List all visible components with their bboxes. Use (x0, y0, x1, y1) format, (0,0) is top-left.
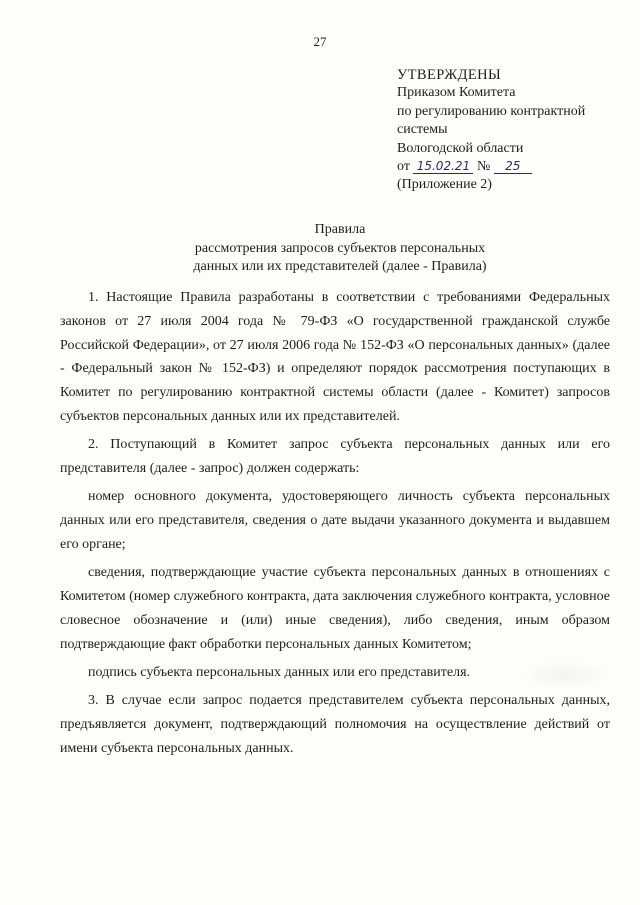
approval-line: Приказом Комитета (397, 85, 516, 101)
paragraph-1: 1. Настоящие Правила разработаны в соответствии с требованиями Федеральных законов от 27 июля 2004 года № 79-ФЗ «О государственной гражданской службе Российской Федерации», от 27 июля 2006 года № 152-ФЗ «О персональных данных» (далее - Федеральный закон № 152-ФЗ) и определяют порядок рассмотрения поступающих в Комитет по регулированию контрактной системы области (далее - Комитет) запросов субъектов персональных данных или их представителей. (60, 290, 610, 424)
title-line: Правила (314, 222, 366, 237)
approval-line: Вологодской области (397, 140, 524, 156)
scan-artifact (520, 660, 610, 690)
paragraph-3: 3. В случае если запрос подается представителем субъекта персональных данных, предъявляется документ, подтверждающий полномочия на осуществление действий от имени субъекта персональных данных. (60, 693, 610, 756)
approval-title: УТВЕРЖДЕНЫ (397, 67, 502, 83)
handwritten-number: 25 (494, 160, 532, 174)
approval-line: системы (397, 122, 448, 138)
title-line: данных или их представителей (далее - Правила) (193, 259, 487, 274)
approval-line: по регулированию контрактной (397, 103, 586, 119)
date-prefix: от (397, 159, 410, 175)
title-line: рассмотрения запросов субъектов персональных (194, 240, 486, 256)
document-title (0, 221, 640, 277)
paragraph-2-item-1: номер основного документа, удостоверяющего личность субъекта персональных данных или его представителя, сведения о дате выдачи указанного документа и выдавшем его органе; (60, 489, 610, 552)
paragraph-2: 2. Поступающий в Комитет запрос субъекта персональных данных или его представителя (далее - запрос) должен содержать: (60, 437, 610, 477)
handwritten-date: 15.02.21 (413, 160, 473, 174)
paragraph-2-item-2: сведения, подтверждающие участие субъекта персональных данных в отношениях с Комитетом (номер служебного контракта, дата заключения служебного контракта, условное словесное обозначение и (или) иные сведения), либо сведения, иным образом подтверждающие факт обработки персональных данных Комитетом; (60, 565, 610, 652)
approval-appendix: (Приложение 2) (397, 177, 492, 193)
paragraph-2-item-3: подпись субъекта персональных данных или его представителя. (88, 664, 471, 680)
number-sign: № (476, 159, 491, 175)
approval-date-line (397, 158, 627, 176)
approval-block (397, 66, 627, 195)
document-body (60, 286, 610, 765)
page-number: 27 (313, 34, 327, 49)
